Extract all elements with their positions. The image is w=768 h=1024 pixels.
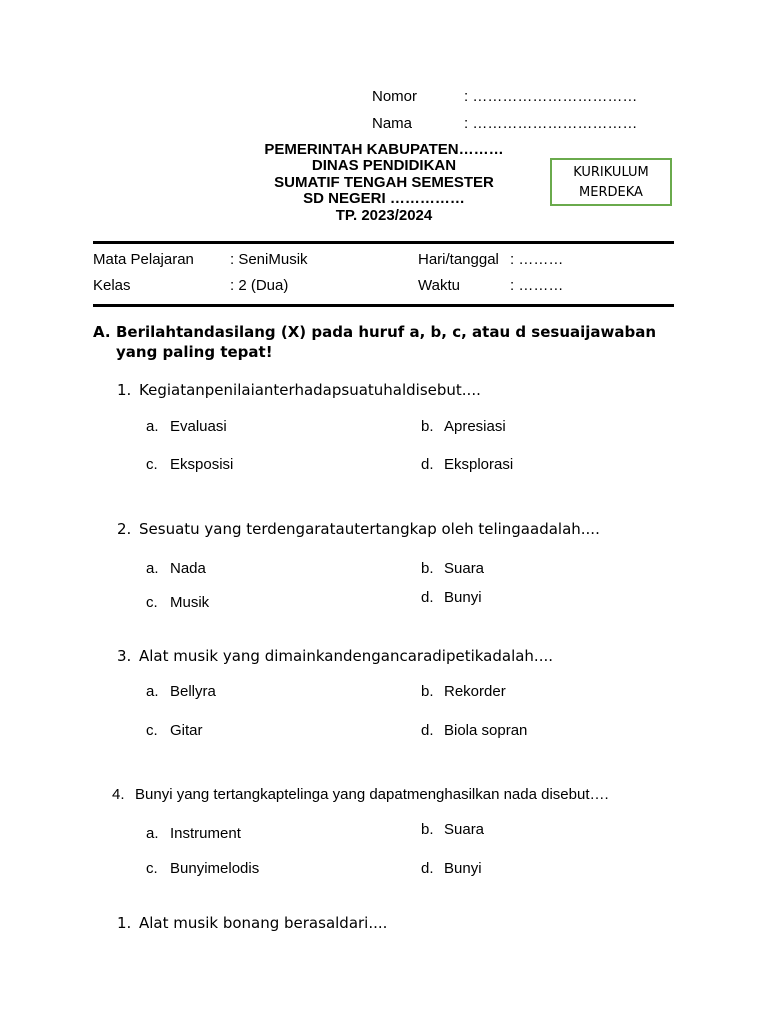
option-letter: a. bbox=[146, 418, 159, 435]
nama-label: Nama bbox=[372, 115, 413, 132]
option-letter: d. bbox=[421, 589, 434, 606]
option-text: Instrument bbox=[170, 825, 241, 842]
option-letter: b. bbox=[421, 683, 434, 700]
question-number: 3. bbox=[117, 647, 132, 665]
header-line-5: TP. 2023/2024 bbox=[335, 207, 433, 224]
class-value: : 2 (Dua) bbox=[230, 277, 289, 294]
day-value: : ……… bbox=[510, 251, 564, 268]
header-line-3: SUMATIF TENGAH SEMESTER bbox=[274, 174, 494, 191]
option-letter: c. bbox=[146, 860, 158, 877]
option-text: Suara bbox=[444, 821, 485, 838]
option-letter: d. bbox=[421, 860, 434, 877]
option-text: Suara bbox=[444, 560, 485, 577]
option-letter: b. bbox=[421, 821, 434, 838]
question-number: 1. bbox=[117, 381, 132, 399]
nomor-label: Nomor bbox=[372, 88, 418, 105]
option-text: Eksplorasi bbox=[444, 456, 514, 473]
question-text: Kegiatanpenilaianterhadapsuatuhaldisebut.... bbox=[139, 381, 481, 399]
option-text: Bellyra bbox=[170, 683, 216, 700]
class-label: Kelas bbox=[93, 277, 131, 294]
top-divider bbox=[93, 241, 674, 244]
option-text: Evaluasi bbox=[170, 418, 227, 435]
option-text: Rekorder bbox=[444, 683, 506, 700]
badge-line-1: KURIKULUM bbox=[573, 165, 649, 180]
option-text: Musik bbox=[170, 594, 210, 611]
option-text: Biola sopran bbox=[444, 722, 528, 739]
option-letter: b. bbox=[421, 560, 434, 577]
option-letter: b. bbox=[421, 418, 434, 435]
option-letter: a. bbox=[146, 825, 159, 842]
option-text: Bunyi bbox=[444, 589, 482, 606]
section-a-letter: A. bbox=[93, 323, 111, 341]
option-text: Bunyimelodis bbox=[170, 860, 260, 877]
header-line-2: DINAS PENDIDIKAN bbox=[311, 157, 457, 174]
question-number: 4. bbox=[112, 786, 125, 803]
option-letter: d. bbox=[421, 722, 434, 739]
option-text: Eksposisi bbox=[170, 456, 234, 473]
option-letter: a. bbox=[146, 560, 159, 577]
option-letter: c. bbox=[146, 594, 158, 611]
option-letter: a. bbox=[146, 683, 159, 700]
header-line-1: PEMERINTAH KABUPATEN……… bbox=[264, 141, 504, 158]
day-label: Hari/tanggal bbox=[418, 251, 499, 268]
option-text: Bunyi bbox=[444, 860, 482, 877]
question-text: Alat musik bonang berasaldari.... bbox=[139, 914, 388, 932]
section-a-instruction-1: Berilahtandasilang (X) pada huruf a, b, c, atau d sesuaijawaban bbox=[116, 323, 657, 341]
time-value: : ……… bbox=[510, 277, 564, 294]
option-text: Apresiasi bbox=[444, 418, 506, 435]
option-letter: c. bbox=[146, 722, 158, 739]
option-letter: d. bbox=[421, 456, 434, 473]
nomor-value: : …………………………… bbox=[464, 88, 638, 105]
question-text: Sesuatu yang terdengaratautertangkap oleh telingaadalah.... bbox=[139, 520, 600, 538]
time-label: Waktu bbox=[418, 277, 460, 294]
option-letter: c. bbox=[146, 456, 158, 473]
subject-value: : SeniMusik bbox=[230, 251, 308, 268]
subject-label: Mata Pelajaran bbox=[93, 251, 194, 268]
bottom-divider bbox=[93, 304, 674, 307]
nama-value: : …………………………… bbox=[464, 115, 638, 132]
question-text: Bunyi yang tertangkaptelinga yang dapatmenghasilkan nada disebut…. bbox=[135, 786, 609, 803]
question-text: Alat musik yang dimainkandengancaradipetikadalah.... bbox=[139, 647, 554, 665]
option-text: Gitar bbox=[170, 722, 203, 739]
question-number: 2. bbox=[117, 520, 132, 538]
header-line-4: SD NEGERI …………… bbox=[303, 190, 465, 207]
badge-line-2: MERDEKA bbox=[579, 185, 643, 200]
question-number: 1. bbox=[117, 914, 132, 932]
section-a-instruction-2: yang paling tepat! bbox=[116, 343, 273, 361]
curriculum-badge bbox=[550, 158, 672, 206]
option-text: Nada bbox=[170, 560, 206, 577]
